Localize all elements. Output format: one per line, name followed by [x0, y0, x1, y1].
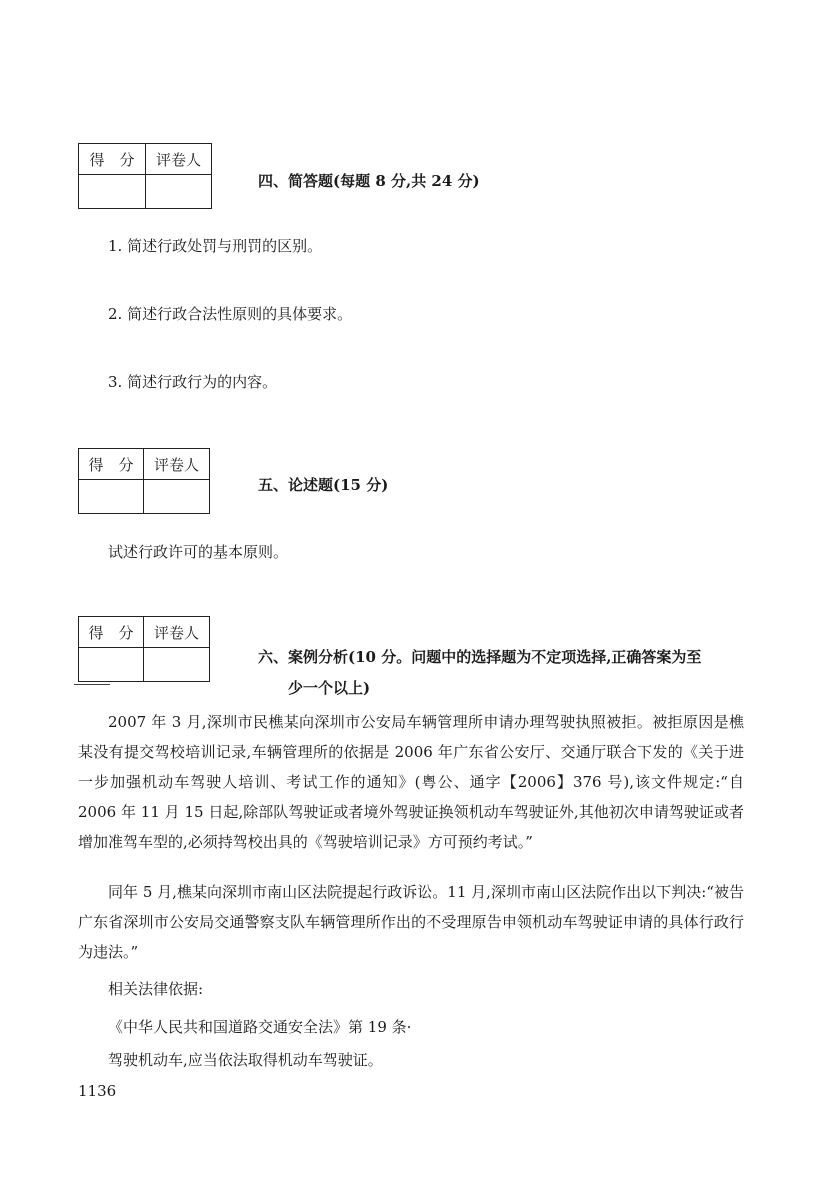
score-box-section5 [78, 448, 210, 514]
score-cell[interactable] [79, 175, 146, 209]
section6-heading-line2: 少一个以上) [288, 679, 371, 697]
score-label: 得 分 [79, 144, 146, 175]
law-title: 《中华人民共和国道路交通安全法》第 19 条· [108, 1018, 412, 1036]
grader-cell[interactable] [144, 480, 210, 514]
grader-label: 评卷人 [144, 617, 210, 648]
section4-heading: 四、简答题(每题 8 分,共 24 分) [258, 172, 480, 190]
grader-label: 评卷人 [144, 449, 210, 480]
section6-heading-line1: 六、案例分析(10 分。问题中的选择题为不定项选择,正确答案为至 [258, 648, 702, 666]
grader-cell[interactable] [144, 648, 210, 682]
essay-question: 试述行政许可的基本原则。 [108, 543, 289, 561]
score-label: 得 分 [79, 449, 144, 480]
legal-basis-label: 相关法律依据: [108, 980, 204, 998]
page-number: 1136 [78, 1082, 117, 1100]
score-cell[interactable] [79, 480, 144, 514]
question-2: 2. 简述行政合法性原则的具体要求。 [108, 305, 353, 323]
score-box-section6 [78, 616, 210, 682]
divider [74, 684, 110, 685]
score-cell[interactable] [79, 648, 144, 682]
case-paragraph-2: 同年 5 月,樵某向深圳市南山区法院提起行政诉讼。11 月,深圳市南山区法院作出以下判决:“被告广东省深圳市公安局交通警察支队车辆管理所作出的不受理原告申领机动车驾驶证申请的具体行政行为违法。” [78, 883, 744, 961]
section5-heading: 五、论述题(15 分) [258, 476, 389, 494]
case-paragraph-1: 2007 年 3 月,深圳市民樵某向深圳市公安局车辆管理所申请办理驾驶执照被拒。被拒原因是樵某没有提交驾校培训记录,车辆管理所的依据是 2006 年广东省公安厅、交通厅联合下发的《关于进一步加强机动车驾驶人培训、考试工作的通知》(粤公、通字【2006】376 号),该文件规定:“自 2006 年 11 月 15 日起,除部队驾驶证或者境外驾驶证换领机动车驾驶证外,其他初次申请驾驶证或者增加准驾车型的,必须持驾校出具的《驾驶培训记录》方可预约考试。” [78, 713, 744, 851]
score-label: 得 分 [79, 617, 144, 648]
grader-label: 评卷人 [146, 144, 212, 175]
law-text: 驾驶机动车,应当依法取得机动车驾驶证。 [108, 1051, 383, 1069]
grader-cell[interactable] [146, 175, 212, 209]
score-box-section4 [78, 143, 212, 209]
question-3: 3. 简述行政行为的内容。 [108, 373, 278, 391]
question-1: 1. 简述行政处罚与刑罚的区别。 [108, 237, 323, 255]
